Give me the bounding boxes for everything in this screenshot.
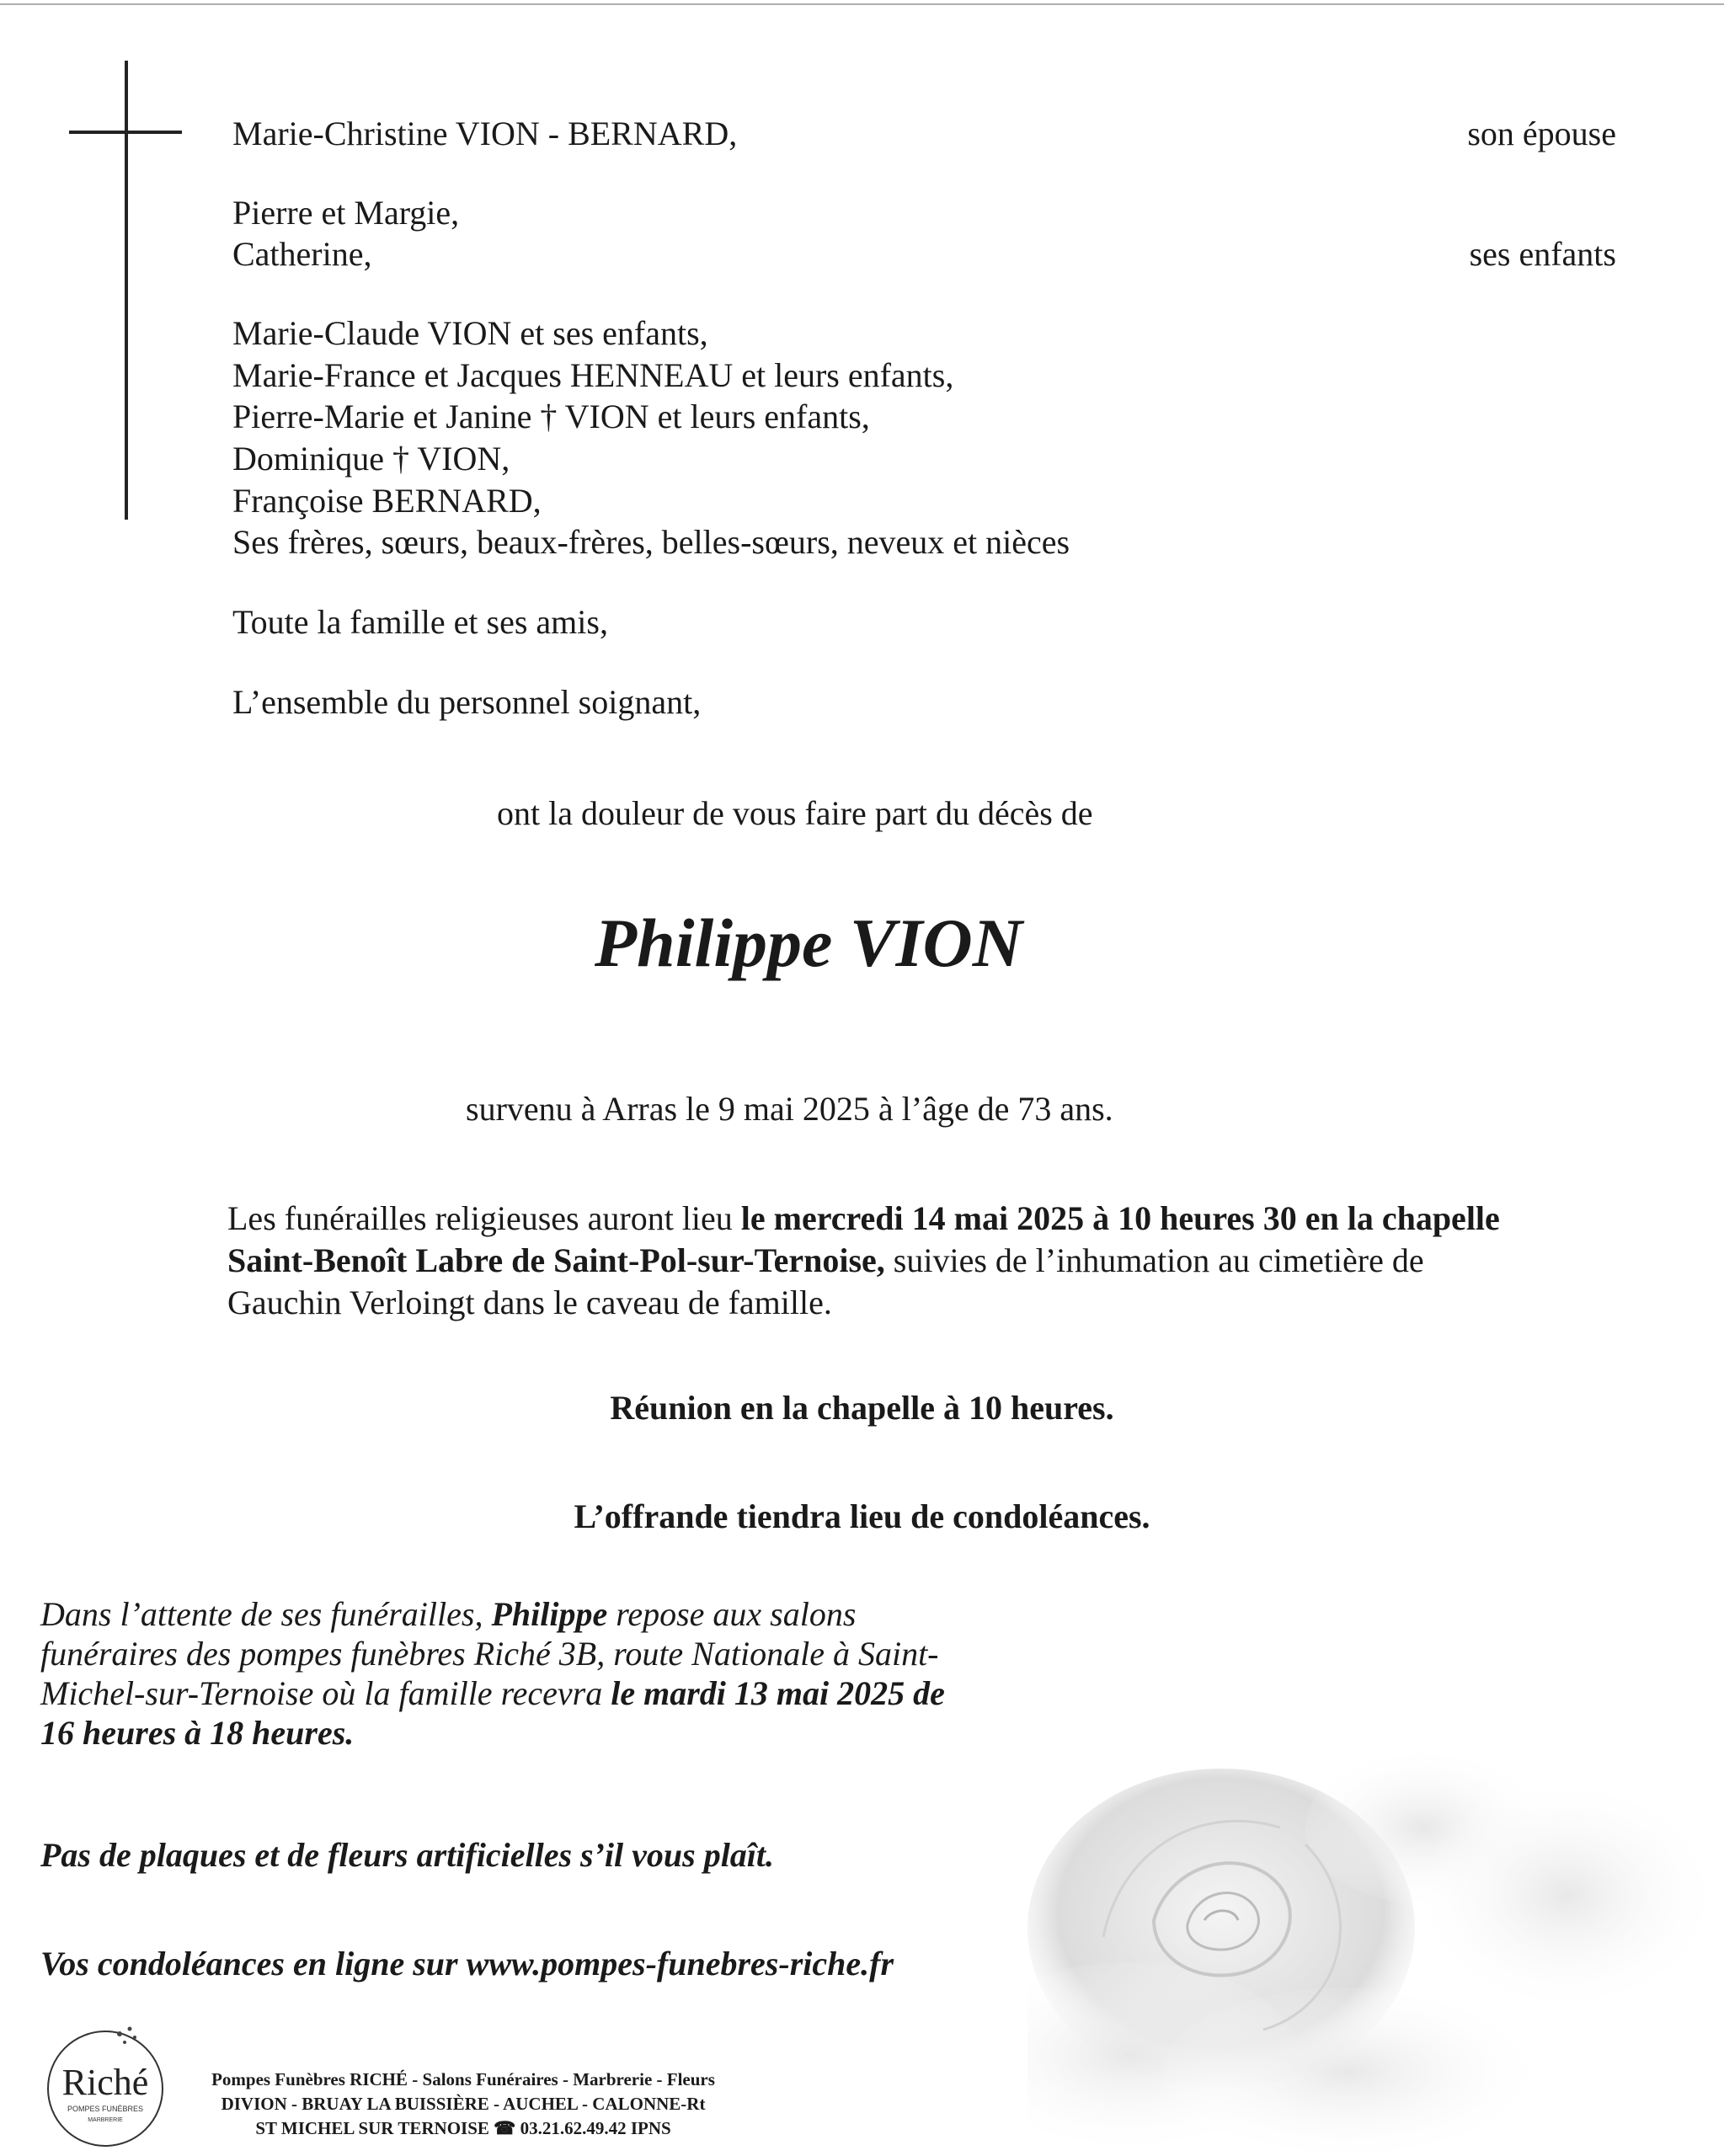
logo-subtext: POMPES FUNÈBRES [67, 2105, 144, 2113]
visitation-paragraph: Dans l’attente de ses funérailles, Philippe repose aux salons funéraires des pompes funèbres Riché 3B, route Nationale à Saint-Michel-sur-Ternoise où la famille recevra le mardi 13 mai 2025 de 16 heures à 18 heures. [40, 1595, 945, 1752]
top-border-line [0, 3, 1724, 5]
sibling-line: Marie-Claude VION et ses enfants, [232, 314, 708, 352]
children-line-2: Catherine, [232, 235, 372, 273]
wife-name: Marie-Christine VION - BERNARD, [232, 115, 738, 152]
offering-notice: L’offrande tiendra lieu de condoléances. [574, 1497, 1150, 1535]
children-line-1: Pierre et Margie, [232, 194, 460, 232]
wife-role: son épouse [1467, 115, 1616, 152]
footer-line-2: DIVION - BRUAY LA BUISSIÈRE - AUCHEL - CALONNE-Rt [221, 2094, 706, 2114]
meeting-notice: Réunion en la chapelle à 10 heures. [610, 1389, 1114, 1427]
rose-flower-image [1027, 1752, 1724, 2156]
sibling-line: Marie-France et Jacques HENNEAU et leurs enfants, [232, 356, 954, 394]
sibling-line: Ses frères, sœurs, beaux-frères, belles-sœurs, neveux et nièces [232, 523, 1070, 561]
family-friends-line: Toute la famille et ses amis, [232, 603, 608, 641]
logo-subtext: MARBRERIE [88, 2117, 123, 2123]
footer-line-3: ST MICHEL SUR TERNOISE ☎ 03.21.62.49.42 IPNS [255, 2118, 671, 2138]
footer-line-1: Pompes Funèbres RICHÉ - Salons Funéraires - Marbrerie - Fleurs [211, 2069, 715, 2089]
logo-text: Riché [61, 2062, 149, 2103]
children-role: ses enfants [1469, 235, 1616, 273]
funeral-paragraph: Les funérailles religieuses auront lieu le mercredi 14 mai 2025 à 10 heures 30 en la chapelle Saint-Benoît Labre de Saint-Pol-sur-Ternoise, suivies de l’inhumation au cimetière de Gauchin Verloingt dans le caveau de famille. [227, 1199, 1500, 1321]
no-plaques-notice: Pas de plaques et de fleurs artificielles s’il vous plaît. [40, 1836, 775, 1874]
death-details: survenu à Arras le 9 mai 2025 à l’âge de 73 ans. [466, 1090, 1113, 1128]
announcement-intro: ont la douleur de vous faire part du décès de [497, 794, 1093, 832]
staff-line: L’ensemble du personnel soignant, [232, 683, 702, 721]
deceased-name: Philippe VION [595, 905, 1022, 981]
sibling-line: Françoise BERNARD, [232, 482, 542, 520]
sibling-line: Dominique † VION, [232, 440, 510, 478]
sibling-line: Pierre-Marie et Janine † VION et leurs enfants, [232, 398, 870, 435]
telephone-icon: ☎ [494, 2118, 516, 2138]
online-condolences: Vos condoléances en ligne sur www.pompes-funebres-riche.fr [40, 1945, 894, 1983]
